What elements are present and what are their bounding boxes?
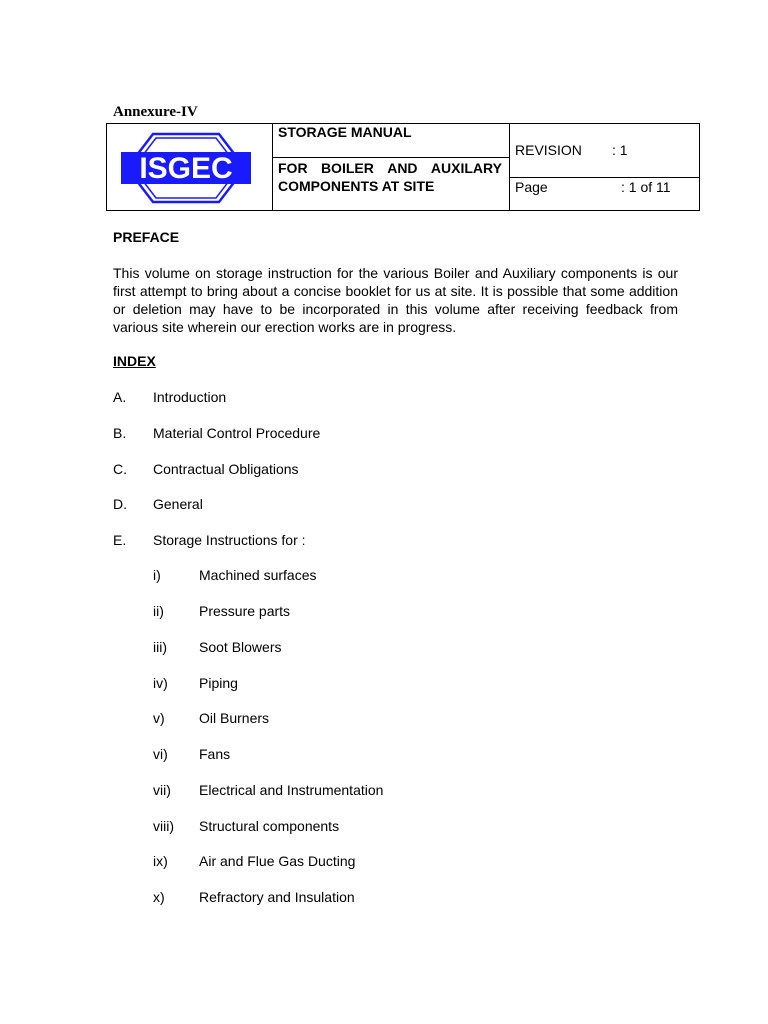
index-heading: INDEX bbox=[113, 353, 156, 369]
annexure-label: Annexure-IV bbox=[113, 104, 198, 120]
manual-subtitle bbox=[278, 159, 502, 195]
index-subitem-text: Refractory and Insulation bbox=[199, 889, 355, 905]
revision-label: REVISION bbox=[515, 142, 582, 158]
page-value: : 1 of 11 bbox=[621, 179, 671, 195]
index-subitem-text: Pressure parts bbox=[199, 603, 291, 619]
document-header-table bbox=[106, 123, 700, 211]
index-item-label: E. bbox=[113, 532, 127, 548]
subtitle-word: BOILER bbox=[320, 160, 374, 176]
index-subitem-label: ii) bbox=[153, 603, 164, 619]
index-subitem-label: iv) bbox=[153, 675, 168, 691]
subtitle-line-2: COMPONENTS AT SITE bbox=[278, 178, 435, 194]
index-item-label: C. bbox=[113, 461, 127, 477]
subtitle-word: AND bbox=[387, 160, 418, 176]
index-subitem-text: Soot Blowers bbox=[199, 639, 282, 655]
index-subitem-text: Air and Flue Gas Ducting bbox=[199, 853, 356, 869]
header-divider bbox=[509, 124, 510, 210]
index-subitem-label: i) bbox=[153, 567, 161, 583]
index-subitem-text: Electrical and Instrumentation bbox=[199, 782, 384, 798]
header-divider bbox=[509, 177, 699, 178]
logo-text: ISGEC bbox=[139, 152, 233, 185]
subtitle-word: AUXILARY bbox=[430, 160, 502, 176]
isgec-logo bbox=[119, 130, 253, 206]
index-item-label: A. bbox=[113, 389, 127, 405]
index-subitem-text: Structural components bbox=[199, 818, 340, 834]
revision-value: : 1 bbox=[612, 142, 628, 158]
index-subitem-label: vii) bbox=[153, 782, 171, 798]
index-subitem-label: v) bbox=[153, 710, 165, 726]
index-item-label: D. bbox=[113, 496, 127, 512]
index-subitem-label: viii) bbox=[153, 818, 174, 834]
header-divider bbox=[272, 124, 273, 210]
index-item-text: Storage Instructions for : bbox=[153, 532, 306, 548]
index-subitem-label: x) bbox=[153, 889, 165, 905]
index-subitem-text: Machined surfaces bbox=[199, 567, 317, 583]
index-item-text: Introduction bbox=[153, 389, 227, 405]
index-subitem-text: Oil Burners bbox=[199, 710, 270, 726]
index-item-label: B. bbox=[113, 425, 127, 441]
header-divider bbox=[272, 157, 509, 158]
subtitle-word: FOR bbox=[278, 160, 308, 176]
preface-heading: PREFACE bbox=[113, 229, 180, 245]
index-subitem-text: Piping bbox=[199, 675, 238, 691]
preface-paragraph: This volume on storage instruction for the various Boiler and Auxiliary components is our first attempt to bring about a concise booklet for us at site. It is possible that some addition or deletion may have to be incorporated in this volume after receiving feedback from various site wherein our erection works are in progress. bbox=[113, 265, 678, 335]
subtitle-line-1 bbox=[278, 159, 502, 177]
manual-title: STORAGE MANUAL bbox=[278, 124, 412, 140]
index-subitem-text: Fans bbox=[199, 746, 231, 762]
page-label: Page bbox=[515, 179, 548, 195]
index-item-text: Material Control Procedure bbox=[153, 425, 321, 441]
index-subitem-label: ix) bbox=[153, 853, 168, 869]
index-item-text: Contractual Obligations bbox=[153, 461, 299, 477]
index-subitem-label: vi) bbox=[153, 746, 168, 762]
index-subitem-label: iii) bbox=[153, 639, 167, 655]
index-item-text: General bbox=[153, 496, 203, 512]
